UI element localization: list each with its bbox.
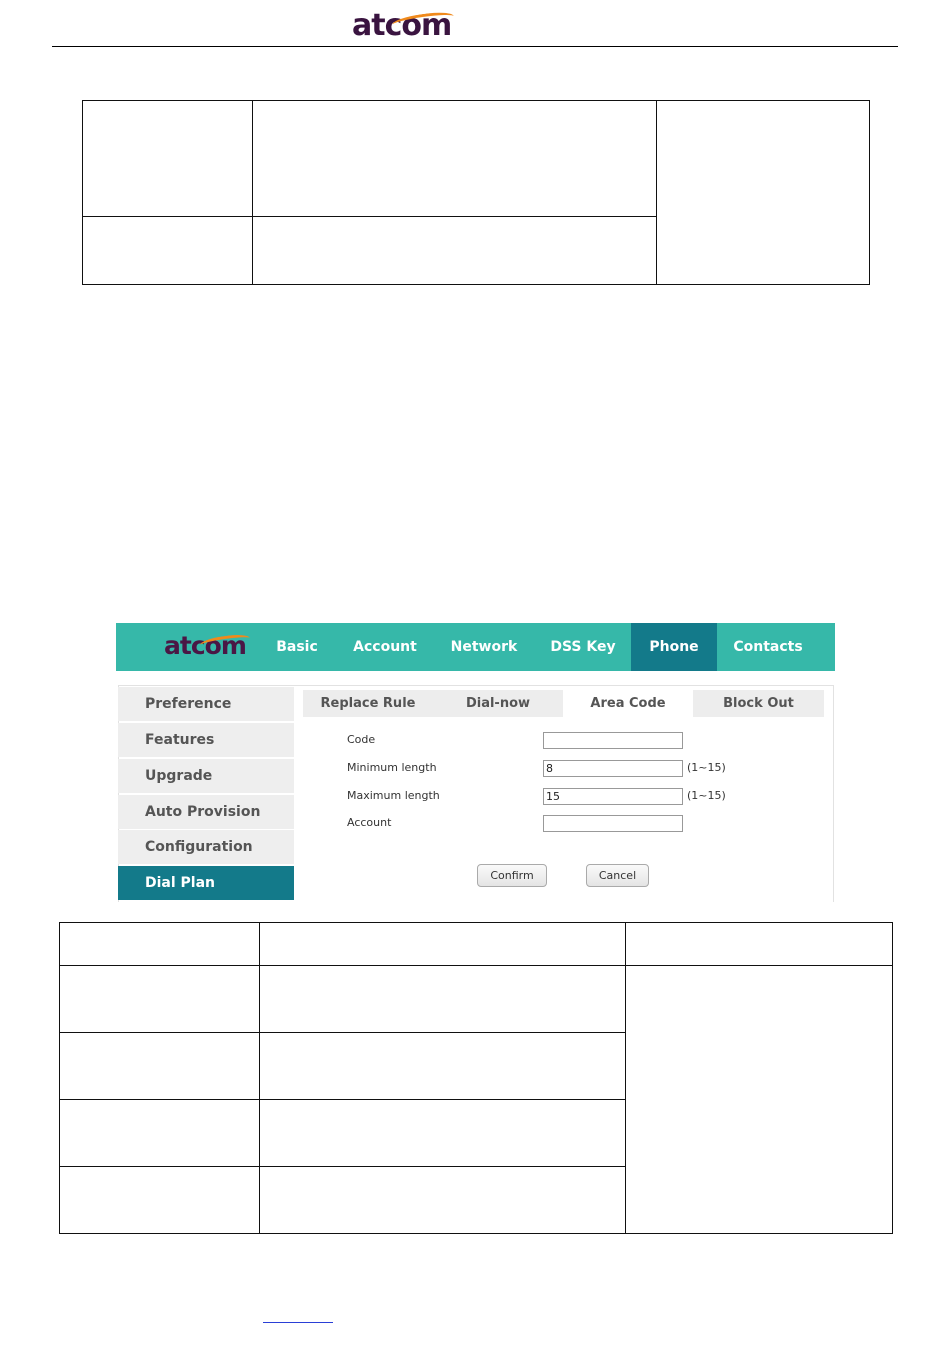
- table-row: [83, 101, 870, 217]
- nav-basic[interactable]: Basic: [276, 639, 318, 655]
- ui-logo-text: atcom: [164, 631, 246, 660]
- cancel-button[interactable]: Cancel: [586, 864, 649, 887]
- confirm-button[interactable]: Confirm: [477, 864, 547, 887]
- ui-logo: [164, 630, 246, 662]
- code-label: Code: [347, 733, 376, 746]
- table-header-row: [60, 923, 893, 966]
- nav-account[interactable]: Account: [353, 639, 417, 655]
- minimum-length-label: Minimum length: [347, 761, 437, 774]
- sidebar-item-features[interactable]: Features: [118, 723, 294, 757]
- account-input[interactable]: [543, 815, 683, 832]
- sidebar-item-preference[interactable]: Preference: [118, 687, 294, 721]
- code-input[interactable]: [543, 732, 683, 749]
- table-cell: [260, 966, 626, 1033]
- nav-phone[interactable]: Phone: [631, 623, 717, 671]
- parameter-table-2: [59, 922, 893, 1234]
- maximum-length-input[interactable]: 15: [543, 788, 683, 805]
- table-cell: [260, 1167, 626, 1234]
- maximum-length-label: Maximum length: [347, 789, 440, 802]
- minimum-length-input[interactable]: 8: [543, 760, 683, 777]
- sidebar-item-configuration[interactable]: Configuration: [118, 830, 294, 864]
- minimum-length-range: (1~15): [687, 761, 726, 774]
- account-label: Account: [347, 816, 392, 829]
- header-divider: [52, 46, 898, 47]
- table-cell: [83, 217, 253, 285]
- table-row: [60, 966, 893, 1033]
- maximum-length-range: (1~15): [687, 789, 726, 802]
- table-cell: [60, 1100, 260, 1167]
- sidebar-item-dial-plan[interactable]: Dial Plan: [118, 866, 294, 900]
- table-header-cell: [60, 923, 260, 966]
- footer-link[interactable]: [263, 1310, 333, 1323]
- sidebar-item-auto-provision[interactable]: Auto Provision: [118, 795, 294, 829]
- web-ui-screenshot: [116, 623, 835, 901]
- parameter-table-1: [82, 100, 870, 285]
- tab-dial-now[interactable]: Dial-now: [433, 690, 563, 717]
- table-cell: [626, 966, 893, 1234]
- table-cell: [60, 1167, 260, 1234]
- table-cell: [260, 1100, 626, 1167]
- table-header-cell: [626, 923, 893, 966]
- table-cell: [260, 1033, 626, 1100]
- table-header-cell: [260, 923, 626, 966]
- tab-replace-rule[interactable]: Replace Rule: [303, 690, 433, 717]
- table-cell: [253, 217, 657, 285]
- tab-block-out[interactable]: Block Out: [693, 690, 824, 717]
- table-cell: [83, 101, 253, 217]
- header-logo: [352, 8, 451, 44]
- table-cell: [253, 101, 657, 217]
- header-logo-text: atcom: [352, 8, 452, 43]
- top-nav-bar: [116, 623, 835, 671]
- nav-dss-key[interactable]: DSS Key: [550, 639, 616, 655]
- nav-network[interactable]: Network: [450, 639, 518, 655]
- tab-area-code[interactable]: Area Code: [563, 690, 693, 717]
- sidebar-item-upgrade[interactable]: Upgrade: [118, 759, 294, 793]
- nav-contacts[interactable]: Contacts: [733, 639, 803, 655]
- table-cell: [657, 101, 870, 285]
- table-cell: [60, 966, 260, 1033]
- table-cell: [60, 1033, 260, 1100]
